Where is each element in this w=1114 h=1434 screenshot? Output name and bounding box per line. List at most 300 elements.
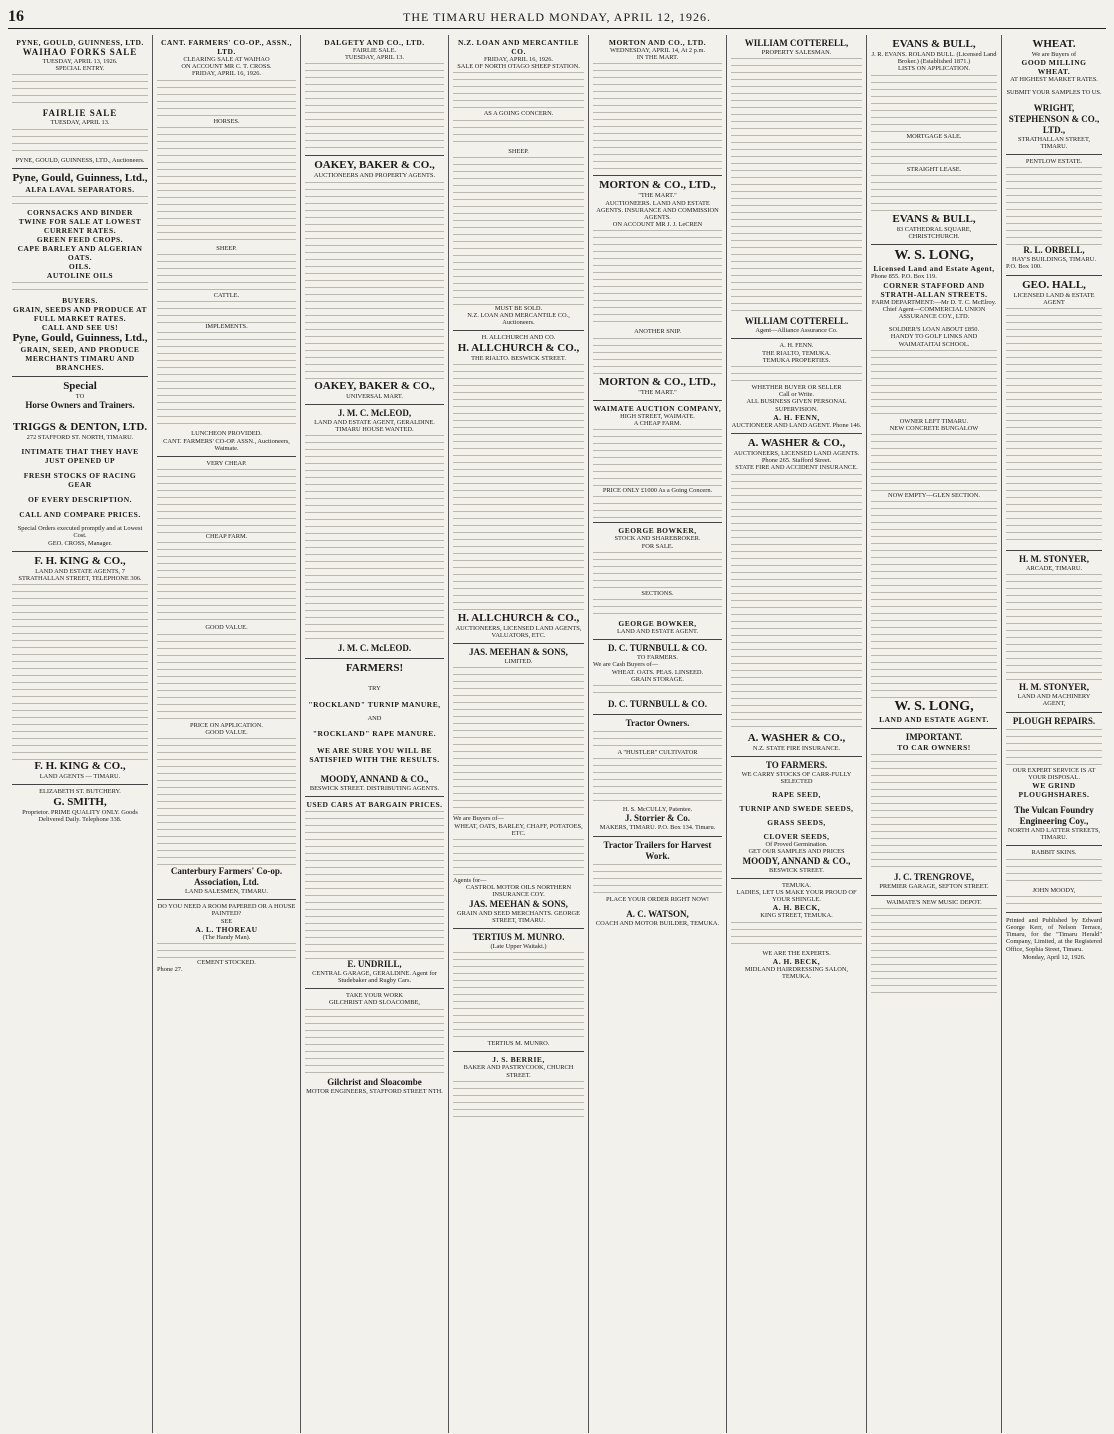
ad-butchery	[12, 785, 148, 827]
ad-address: CORNER STAFFORD AND STRATH-ALLAN STREETS.	[880, 280, 988, 299]
ad-line: GET OUR SAMPLES AND PRICES	[748, 848, 845, 856]
text-block	[593, 862, 722, 896]
ad-title: TAKE YOUR WORK	[346, 992, 403, 1000]
ad-line: PLACE YOUR ORDER RIGHT NOW!	[606, 895, 709, 903]
text-block	[593, 427, 722, 487]
ad-line: ALL BUSINESS GIVEN PERSONAL SUPERVISION.	[746, 398, 847, 413]
ad-company: Gilchrist and Sloacombe	[327, 1076, 422, 1087]
text-block	[157, 941, 296, 959]
ad-date: FRIDAY, APRIL 16, 1926.	[483, 56, 553, 63]
text-block	[453, 155, 584, 305]
text-block	[305, 809, 444, 959]
ad-thoreau	[157, 900, 296, 977]
column-3	[301, 35, 449, 1433]
ad-address: THE RIALTO. BESWICK STREET.	[471, 354, 566, 362]
ad-address: ARCADE, TIMARU.	[1025, 565, 1083, 573]
ad-title: A CHEAP FARM.	[633, 420, 682, 428]
ad-line: "ROCKLAND" TURNIP MANURE,	[308, 700, 441, 710]
page-number: 16	[8, 8, 24, 25]
ad-clearing-sale	[157, 35, 296, 457]
ad-company: H. ALLCHURCH & CO.,	[457, 611, 580, 624]
ad-signature: PYNE, GOULD, GUINNESS, LTD., Auctioneers.	[15, 156, 145, 164]
ad-company: GEO. HALL,	[1022, 278, 1086, 291]
ad-title: Pyne, Gould, Guinness, Ltd.,	[12, 331, 148, 344]
ad-company: JAS. MEEHAN & SONS,	[469, 898, 568, 909]
ad-line: NEW CONCRETE BUNGALOW	[889, 425, 979, 433]
text-block	[157, 299, 296, 323]
ad-line: WE CARRY STOCKS OF CARR-FULLY SELECTED	[741, 770, 852, 786]
ad-line: LAND AND ESTATE AGENT.	[616, 628, 699, 636]
ad-title: FAIRLIE SALE	[42, 108, 118, 119]
column-8	[1002, 35, 1106, 1433]
text-block	[731, 364, 862, 384]
ad-address: BESWICK STREET.	[769, 866, 824, 874]
text-block	[157, 252, 296, 292]
ad-company: MOODY, ANNAND & CO.,	[742, 855, 851, 866]
column-1	[8, 35, 153, 1433]
text-block	[593, 494, 722, 518]
ad-title: WAIMATE'S NEW MUSIC DEPOT.	[886, 898, 982, 906]
ad-title: LADIES, LET US MAKE YOUR PROUD OF YOUR SHINGLE.	[736, 889, 857, 904]
ad-line: BAKER AND PASTRYCOOK, CHURCH STREET.	[463, 1064, 574, 1079]
ad-line: WE ARE SURE YOU WILL BE SATISFIED WITH THE RESULTS.	[309, 745, 440, 764]
text-block	[12, 127, 148, 157]
ad-line: PRICE ONLY £1000 As a Going Concern.	[602, 487, 713, 495]
ad-title: Tractor Owners.	[625, 718, 690, 729]
ad-company: WRIGHT, STEPHENSON & CO., LTD.,	[1008, 102, 1100, 135]
ad-line: (The Handy Man).	[202, 933, 251, 941]
text-block	[12, 194, 148, 208]
ad-line: LAND AND ESTATE AGENT.	[879, 715, 989, 725]
ad-date: TUESDAY, APRIL 13, 1926.	[42, 58, 118, 65]
ad-beck	[731, 879, 862, 984]
ad-subtitle: STRAIGHT LEASE.	[906, 165, 962, 173]
ad-line: LIMITED.	[504, 658, 533, 666]
ad-line: AUTOLINE OILS	[46, 270, 114, 280]
text-block	[157, 125, 296, 245]
ad-title: IMPORTANT.	[905, 732, 963, 743]
ad-date: TUESDAY, APRIL 13.	[50, 119, 110, 127]
ad-line: Licensed Land and Estate Agent,	[873, 264, 995, 274]
ad-header: TEMUKA.	[782, 881, 811, 889]
ad-company: The Vulcan Foundry	[1014, 805, 1094, 816]
ad-company: J. M. C. McLEOD.	[337, 643, 412, 654]
ad-header: DALGETY AND CO., LTD.	[324, 38, 425, 47]
column-5	[589, 35, 727, 1433]
ad-header: MORTON AND CO., LTD.	[608, 38, 707, 47]
ad-company: EVANS & BULL,	[892, 38, 976, 50]
ad-title: Special	[63, 379, 97, 392]
ad-line: WHEAT. OATS. PEAS. LINSEED.	[611, 668, 704, 676]
ad-evans-bull	[871, 35, 997, 245]
ad-date: TUESDAY, APRIL 13.	[344, 54, 405, 62]
text-block	[453, 1079, 584, 1119]
ad-munro	[453, 929, 584, 1052]
ad-line: OF EVERY DESCRIPTION.	[27, 495, 133, 505]
text-block	[157, 540, 296, 624]
ad-turnbull	[593, 640, 722, 715]
ad-title: TO FARMERS.	[637, 654, 678, 662]
ad-line: AUCTIONEERS, LICENSED LAND AGENTS, VALUATORS, ETC.	[455, 624, 582, 640]
ad-line: MIDLAND HAIRDRESSING SALON, TEMUKA.	[744, 965, 849, 981]
text-block	[157, 330, 296, 430]
ad-company: WILLIAM COTTERELL.	[744, 316, 849, 327]
ad-cotterell	[731, 35, 862, 339]
text-block	[593, 550, 722, 590]
ad-subtitle: MORTGAGE SALE.	[906, 132, 962, 140]
text-block	[871, 906, 997, 996]
text-block	[731, 920, 862, 950]
ad-company: A. L. THOREAU	[195, 924, 258, 934]
column-6	[727, 35, 867, 1433]
ad-line: LICENSED LAND & ESTATE AGENT	[1013, 291, 1095, 306]
text-block	[305, 1007, 444, 1077]
ad-title: FARMERS!	[345, 662, 404, 675]
ad-title: USED CARS AT BARGAIN PRICES.	[306, 799, 443, 809]
ad-company: WAIMATE AUCTION COMPANY,	[593, 403, 722, 413]
ad-company: TERTIUS M. MUNRO.	[472, 932, 565, 943]
ad-title: TO CAR OWNERS!	[897, 743, 971, 753]
text-block	[453, 837, 584, 877]
column-7	[867, 35, 1002, 1433]
ad-company: H. M. STONYER,	[1018, 682, 1090, 693]
ad-line: STATE FIRE AND ACCIDENT INSURANCE.	[735, 464, 858, 472]
ad-line: Call or Write.	[779, 391, 814, 399]
imprint-text: Printed and Published by Edward George Kerr, of Nelson Terrace, Timaru, for the "Timaru Herald" Company, Limited, at the Registered Office, Sophia Street, Timaru.	[1006, 916, 1102, 953]
ad-title: FOR SALE.	[641, 542, 674, 550]
ad-line: AUCTIONEERS AND PROPERTY AGENTS.	[313, 172, 436, 180]
text-block	[305, 61, 444, 151]
ad-line: We are Cash Buyers of—	[593, 661, 659, 669]
ad-title: PLOUGH REPAIRS.	[1012, 715, 1096, 726]
ad-title: DO YOU NEED A ROOM PAPERED OR A HOUSE PAINTED?	[157, 903, 296, 918]
ad-line: COACH AND MOTOR BUILDER, TEMUKA.	[595, 919, 720, 927]
ad-company: EVANS & BULL,	[892, 213, 976, 226]
ad-mcleod	[305, 405, 444, 659]
text-block	[453, 362, 584, 612]
text-block	[871, 173, 997, 213]
ad-title: ELIZABETH ST. BUTCHERY.	[39, 788, 121, 796]
text-block	[593, 756, 722, 806]
ad-morton	[593, 176, 722, 400]
ad-line: CALL AND SEE US!	[41, 322, 119, 332]
ad-company: J. C. TRENGROVE,	[893, 872, 975, 883]
ad-line: N.Z. STATE FIRE INSURANCE.	[752, 744, 841, 752]
ad-header: CANT. FARMERS' CO-OP., ASSN., LTD.	[160, 38, 293, 56]
ad-line: UNIVERSAL MART.	[346, 392, 403, 400]
imprint	[1006, 913, 1102, 965]
text-block	[1006, 727, 1102, 767]
ad-bowker	[593, 523, 722, 640]
text-block	[12, 582, 148, 760]
ad-title: PENTLOW ESTATE.	[1025, 158, 1083, 166]
ad-line: "THE MART."	[638, 388, 677, 396]
ad-address: LAND AND ESTATE AGENTS, 7 STRATHALLAN STREET, TELEPHONE 306.	[18, 567, 142, 583]
ad-morton-sale	[593, 35, 722, 176]
text-block	[1006, 306, 1102, 546]
text-block	[871, 499, 997, 699]
ad-waimate-auction	[593, 401, 722, 524]
ad-orbell	[1006, 155, 1102, 276]
ad-line: PROPERTY SALESMAN.	[761, 49, 832, 56]
text-block	[593, 336, 722, 376]
ad-hustler	[593, 715, 722, 837]
text-block	[157, 736, 296, 866]
ad-company: D. C. TURNBULL & CO.	[607, 643, 708, 654]
ad-line: GREEN FEED CROPS.	[36, 234, 124, 244]
ad-title: LISTS ON APPLICATION.	[898, 65, 970, 73]
text-block	[1006, 857, 1102, 887]
ad-line: We are Buyers of	[1031, 51, 1077, 58]
ad-date: WEDNESDAY, APRIL 14, At 2 p.m.	[609, 47, 706, 54]
ad-company: A. H. BECK,	[772, 903, 821, 913]
ad-subtitle: SPECIAL ENTRY.	[55, 65, 105, 73]
ad-title: Horse Owners and Trainers.	[25, 400, 135, 411]
ad-line: CORNSACKS AND BINDER TWINE FOR SALE AT LOWEST CURRENT RATES.	[18, 207, 142, 235]
ad-company: J. M. C. McLEOD,	[337, 407, 412, 418]
ad-signature: H. S. McCULLY, Patentee.	[622, 806, 693, 814]
ad-line: CLOVER SEEDS,	[763, 832, 830, 842]
ad-title: TEMUKA PROPERTIES.	[762, 356, 831, 364]
ad-company: A. WASHER & CO.,	[747, 437, 846, 450]
ad-line: MOTOR ENGINEERS, STAFFORD STREET NTH.	[306, 1087, 443, 1095]
ad-company: G. SMITH,	[53, 795, 107, 808]
ad-line: PREMIER GARAGE, SEFTON STREET.	[879, 883, 989, 891]
ad-fenn	[731, 339, 862, 434]
ad-line: LAND AND ESTATE AGENT, GERALDINE.	[314, 418, 435, 426]
ad-pgg-products	[12, 169, 148, 377]
ad-company: WILLIAM COTTERELL,	[744, 38, 849, 48]
ad-company: H. ALLCHURCH & CO.,	[457, 341, 580, 354]
ad-phone: Phone 855. P.O. Box 119.	[871, 273, 937, 281]
text-block	[157, 467, 296, 533]
ad-line: BESWICK STREET. DISTRIBUTING AGENTS.	[309, 784, 440, 792]
ad-subtitle: SHEEP.	[508, 147, 529, 155]
ad-line: WHETHER BUYER OR SELLER	[751, 384, 842, 392]
ad-line: J. R. EVANS. ROLAND BULL. (Licensed Land Broker.) (Established 1871.)	[871, 51, 997, 66]
ad-line: Special Orders executed promptly and at Lowest Cost.	[17, 525, 143, 540]
ad-line: MAKERS, TIMARU. P.O. Box 134. Timaru.	[599, 824, 716, 832]
ad-line: SUBMIT YOUR SAMPLES TO US.	[1006, 89, 1102, 97]
ad-line: TRY	[368, 685, 381, 693]
ad-allchurch	[453, 331, 584, 644]
ad-title: Tractor Trailers for Harvest Work.	[603, 839, 712, 861]
ad-line: INTIMATE THAT THEY HAVE JUST OPENED UP	[21, 447, 139, 466]
ad-address: STRATHALLAN STREET, TIMARU.	[1018, 135, 1090, 150]
text-block	[731, 472, 862, 732]
ad-line: Chief Agent—COMMERCIAL UNION ASSURANCE COY., LTD.	[882, 305, 986, 321]
text-block	[1006, 165, 1102, 245]
ad-line: ON ACCOUNT MR C. T. CROSS.	[181, 63, 272, 71]
ad-line: FARM DEPARTMENT:—Mr D. T. C. McElroy.	[871, 298, 997, 306]
ad-company: OAKEY, BAKER & CO.,	[314, 159, 435, 172]
ad-washer	[731, 434, 862, 757]
text-block	[12, 280, 148, 296]
masthead	[8, 6, 1106, 29]
ad-line: LAND AND MACHINERY AGENT,	[1017, 693, 1091, 708]
ad-company: A. WASHER & CO.,	[747, 731, 846, 744]
ad-title: ANOTHER SNIP.	[634, 328, 681, 336]
ad-company: A. H. FENN,	[773, 412, 820, 422]
ad-line: Agent—Alliance Assurance Co.	[755, 327, 838, 335]
ad-line: BUYERS.	[62, 295, 98, 305]
text-block	[1006, 894, 1102, 908]
ad-address: HAY'S BUILDINGS, TIMARU.	[1012, 256, 1096, 264]
ad-line: STOCK AND SHAREBROKER.	[614, 535, 701, 543]
ad-line: CEMENT STOCKED.	[197, 959, 256, 967]
ad-company: MORTON & CO., LTD.,	[599, 375, 716, 388]
text-block	[871, 73, 997, 133]
ad-company: H. M. STONYER,	[1018, 554, 1090, 565]
ad-line: "ROCKLAND" RAPE MANURE.	[312, 728, 437, 738]
ad-company: J. S. BERRIE,	[492, 1055, 545, 1065]
ad-title: TIMARU HOUSE WANTED.	[335, 426, 414, 434]
ad-title: VERY CHEAP.	[206, 460, 247, 468]
ad-company: OAKEY, BAKER & CO.,	[314, 379, 435, 392]
ad-rabbit	[1006, 846, 1102, 912]
ad-company: E. UNDRILL,	[347, 958, 402, 969]
ad-line: A "HUSTLER" CULTIVATOR	[617, 749, 698, 757]
ad-address: 272 STAFFORD ST. NORTH, TIMARU.	[26, 434, 134, 442]
text-block	[593, 729, 722, 749]
ad-title: SOLDIER'S LOAN ABOUT £850.	[888, 326, 980, 334]
ad-company: TRIGGS & DENTON, LTD.	[12, 421, 148, 434]
ad-berrie	[453, 1052, 584, 1122]
text-block	[871, 752, 997, 872]
ad-line: GRAIN, SEED, AND PRODUCE MERCHANTS TIMARU AND BRANCHES.	[20, 344, 140, 372]
ad-line: TURNIP AND SWEDE SEEDS,	[739, 804, 854, 814]
ad-company: MOODY, ANNAND & CO.,	[320, 773, 429, 784]
ad-line: AUCTIONEERS. LAND AND ESTATE AGENTS. INSURANCE AND COMMISSION AGENTS.	[596, 199, 719, 222]
ad-title: WHEAT.	[1032, 38, 1076, 50]
ad-line: CALL AND COMPARE PRICES.	[19, 510, 141, 520]
ad-line: ALFA LAVAL SEPARATORS.	[25, 184, 135, 194]
ad-line: CASTROL MOTOR OILS NORTHERN INSURANCE COY.	[465, 884, 572, 899]
ad-line: GRAIN, SEEDS AND PRODUCE AT FULL MARKET RATES.	[12, 304, 147, 323]
ad-phone: Phone 27.	[157, 966, 183, 974]
ad-title: RABBIT SKINS.	[1031, 849, 1077, 857]
ad-line: GILCHRIST AND SLOACOMBE,	[329, 999, 420, 1007]
ad-title: WAIHAO FORKS SALE	[22, 47, 138, 57]
ad-nz-loan	[453, 35, 584, 331]
ad-line: AND	[367, 715, 382, 723]
ad-very-cheap	[157, 457, 296, 900]
ad-line: CENTRAL GARAGE, GERALDINE. Agent for Studebaker and Rugby Cars.	[312, 969, 437, 985]
ad-title: NOW EMPTY—GLEN SECTION.	[887, 492, 980, 500]
ad-line: GOOD MILLING WHEAT.	[1021, 58, 1087, 77]
ad-line: AUCTIONEERS, LICENSED LAND AGENTS. Phone 265. Stafford Street.	[733, 450, 860, 465]
ad-title: Pyne, Gould, Guinness, Ltd.,	[12, 171, 148, 184]
ad-pgg-sales	[12, 35, 148, 169]
ad-signature: N.Z. LOAN AND MERCANTILE CO., Auctioneers.	[467, 312, 570, 327]
text-block	[453, 950, 584, 1040]
ad-trengrove	[871, 729, 997, 895]
ad-line: WHEAT, OATS, BARLEY, CHAFF, POTATOES, ETC.	[454, 822, 583, 837]
ad-company: Engineering Coy.,	[1019, 816, 1089, 827]
ad-title: GOOD VALUE.	[205, 624, 248, 632]
text-block	[593, 597, 722, 619]
ad-subtitle: IMPLEMENTS.	[205, 323, 248, 331]
text-block	[871, 432, 997, 492]
ad-company: W. S. LONG,	[894, 248, 974, 264]
ad-title: CLEARING SALE AT WAIHAO	[183, 56, 270, 63]
ad-company: JOHN MOODY,	[1032, 886, 1076, 894]
ad-header: PYNE, GOULD, GUINNESS, LTD.	[16, 38, 144, 47]
ad-company: JAS. MEEHAN & SONS,	[469, 647, 568, 658]
ad-title: SALE OF NORTH OTAGO SHEEP STATION.	[457, 63, 580, 71]
ad-company: W. S. LONG,	[894, 699, 974, 715]
ad-company: Canterbury Farmers' Co-op. Association, Ltd.	[170, 866, 283, 888]
ad-signature: TERTIUS M. MUNRO.	[487, 1040, 550, 1048]
text-block	[593, 61, 722, 171]
ad-vulcan	[1006, 713, 1102, 847]
imprint-date: Monday, April 12, 1926.	[1022, 953, 1086, 961]
ad-subtitle: SECTIONS.	[641, 589, 674, 597]
ad-company: GEORGE BOWKER,	[618, 526, 697, 536]
ad-line: FRESH STOCKS OF RACING GEAR	[23, 471, 137, 490]
ad-title: OWNER LEFT TIMARU.	[899, 417, 969, 425]
ad-line: We are Buyers of—	[453, 815, 504, 823]
ad-title: GOOD VALUE.	[205, 728, 248, 736]
ad-triggs	[12, 377, 148, 552]
column-4	[449, 35, 589, 1433]
text-block	[871, 140, 997, 166]
ad-line: RAPE SEED,	[772, 790, 821, 800]
text-block	[453, 70, 584, 110]
ad-line: AT HIGHEST MARKET RATES.	[1010, 76, 1098, 84]
text-block	[453, 118, 584, 148]
ad-line: AUCTIONEER AND LAND AGENT. Phone 146.	[731, 421, 862, 429]
ad-used-cars	[305, 797, 444, 989]
ad-subtitle: CATTLE.	[213, 292, 240, 300]
text-block	[157, 632, 296, 722]
ad-company: R. L. ORBELL,	[1023, 245, 1085, 256]
text-block	[731, 56, 862, 316]
ad-subtitle: HORSES.	[213, 117, 240, 125]
ad-line: SEE	[220, 917, 233, 925]
ad-signature: GEO. CROSS, Manager.	[48, 539, 112, 547]
ad-title: HANDY TO GOLF LINKS AND WAIMATAITAI SCHOOL.	[890, 333, 978, 348]
ad-line: Of Proved Germination.	[765, 841, 828, 849]
ad-long	[871, 245, 997, 729]
ad-header: N.Z. LOAN AND MERCANTILE CO.	[458, 38, 579, 56]
ad-company: GEORGE BOWKER,	[618, 619, 697, 629]
ad-line: AS A GOING CONCERN.	[483, 110, 554, 118]
ad-date: FRIDAY, APRIL 16, 1926.	[191, 70, 261, 78]
ad-line: LUNCHEON PROVIDED.	[191, 430, 262, 438]
ad-wheat	[1006, 35, 1102, 155]
ad-title: ON ACCOUNT MR J. J. LeCREN	[612, 221, 703, 229]
ad-company: F. H. KING & CO.,	[34, 760, 126, 773]
text-block	[157, 78, 296, 118]
ad-line: OUR EXPERT SERVICE IS AT YOUR DISPOSAL.	[1012, 766, 1096, 781]
ad-company: A. C. WATSON,	[626, 908, 689, 919]
ad-line: WE ARE THE EXPERTS.	[762, 949, 831, 957]
ad-company: MORTON & CO., LTD.,	[599, 179, 716, 192]
ad-meehan	[453, 644, 584, 929]
ad-stonyer	[1006, 551, 1102, 713]
ad-line: "THE MART."	[638, 192, 677, 200]
ad-address: NORTH AND LATTER STREETS, TIMARU.	[1007, 827, 1101, 842]
ad-hall	[1006, 276, 1102, 551]
ad-address: LAND AGENTS — TIMARU.	[39, 773, 121, 781]
ad-line: TO	[75, 392, 85, 400]
ad-header: A. H. FENN.	[779, 342, 814, 350]
newspaper-title: THE TIMARU HERALD MONDAY, APRIL 12, 1926.	[402, 9, 712, 24]
ad-king	[12, 552, 148, 786]
ad-line: LAND SALESMEN, TIMARU.	[185, 888, 268, 896]
ad-line: PRICE ON APPLICATION.	[190, 721, 263, 729]
